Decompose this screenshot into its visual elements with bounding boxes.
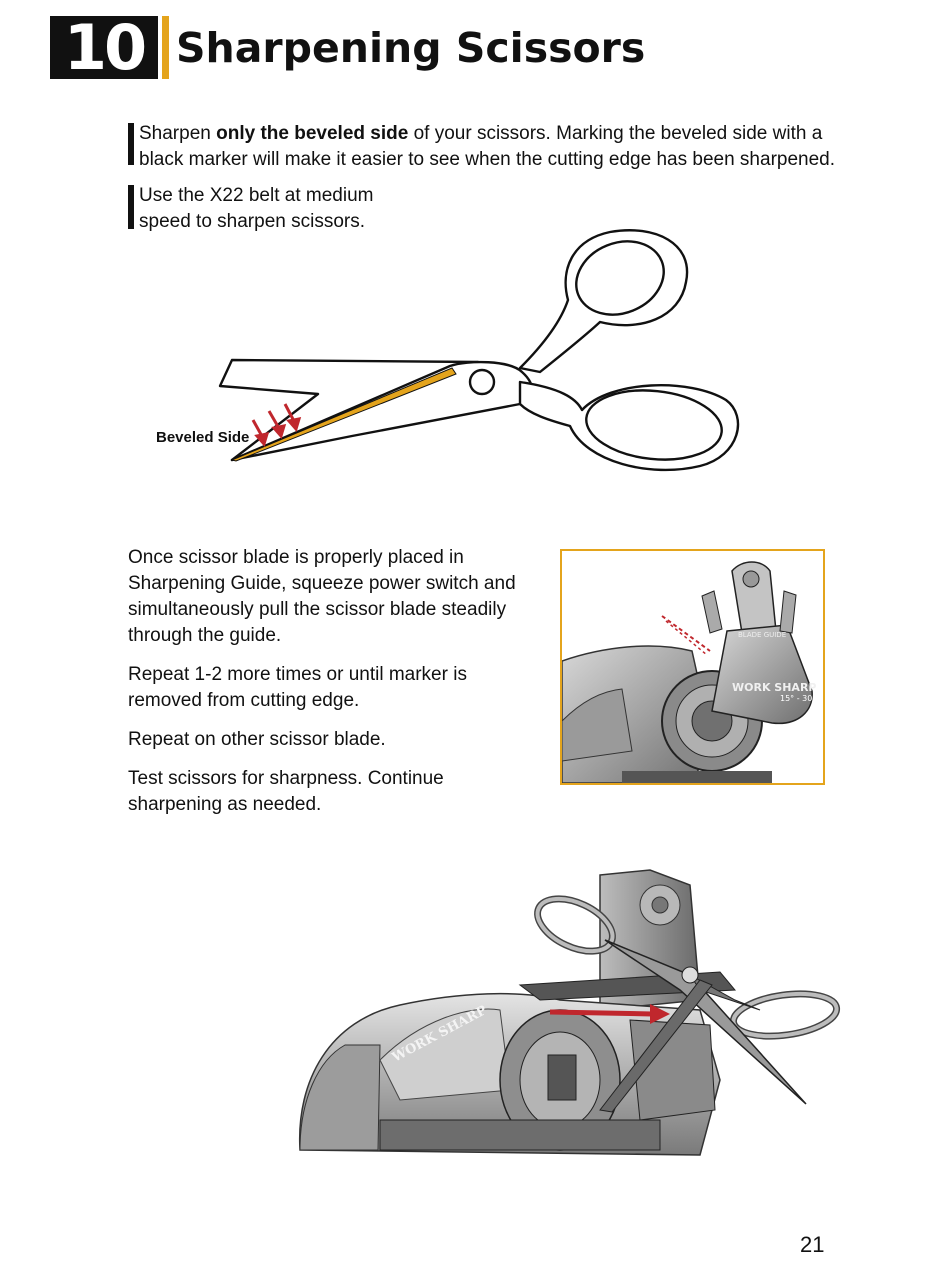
- step-paragraph: Repeat on other scissor blade.: [128, 729, 386, 750]
- note-text-pre: Sharpen: [139, 123, 217, 144]
- beveled-side-label: Beveled Side: [156, 429, 250, 446]
- sharpener-closeup-illustration: [562, 551, 823, 783]
- note-text: Use the X22 belt at medium speed to sharpen scissors.: [139, 185, 374, 232]
- sharpening-guide-closeup: [560, 549, 825, 785]
- closeup-angle-text: 15° - 30°: [780, 694, 817, 703]
- header-accent-bar: [162, 16, 169, 79]
- steps-text: [128, 545, 528, 831]
- scissors-bevel-diagram: [140, 228, 760, 488]
- sharpener-with-scissors-illustration: [295, 868, 855, 1168]
- step-paragraph: Repeat 1-2 more times or until marker is removed from cutting edge.: [128, 664, 467, 711]
- step-paragraph: Once scissor blade is properly placed in Sharpening Guide, squeeze power switch and simultaneously pull the scissor blade steadily through the guide.: [128, 547, 516, 646]
- page-title: Sharpening Scissors: [176, 24, 646, 72]
- intro-note-beveled-side: [128, 121, 848, 173]
- page-number: 21: [800, 1232, 825, 1257]
- note-text-post: of your scissors. Marking the beveled side with a black marker will make it easier to see when the cutting edge has been sharpened.: [139, 123, 836, 170]
- note-marker-bar: [128, 185, 134, 229]
- note-text-bold: only the beveled side: [216, 123, 409, 144]
- step-number-badge: 10: [50, 16, 158, 79]
- note-text: [139, 121, 848, 173]
- pivot-screw: [470, 370, 494, 394]
- machine-brand-text: WORK SHARP: [389, 1003, 490, 1066]
- closeup-brand-text: WORK SHARP: [732, 681, 817, 694]
- closeup-guide-text: BLADE GUIDE: [738, 631, 787, 639]
- step-paragraph: Test scissors for sharpness. Continue sharpening as needed.: [128, 768, 444, 815]
- note-marker-bar: [128, 123, 134, 165]
